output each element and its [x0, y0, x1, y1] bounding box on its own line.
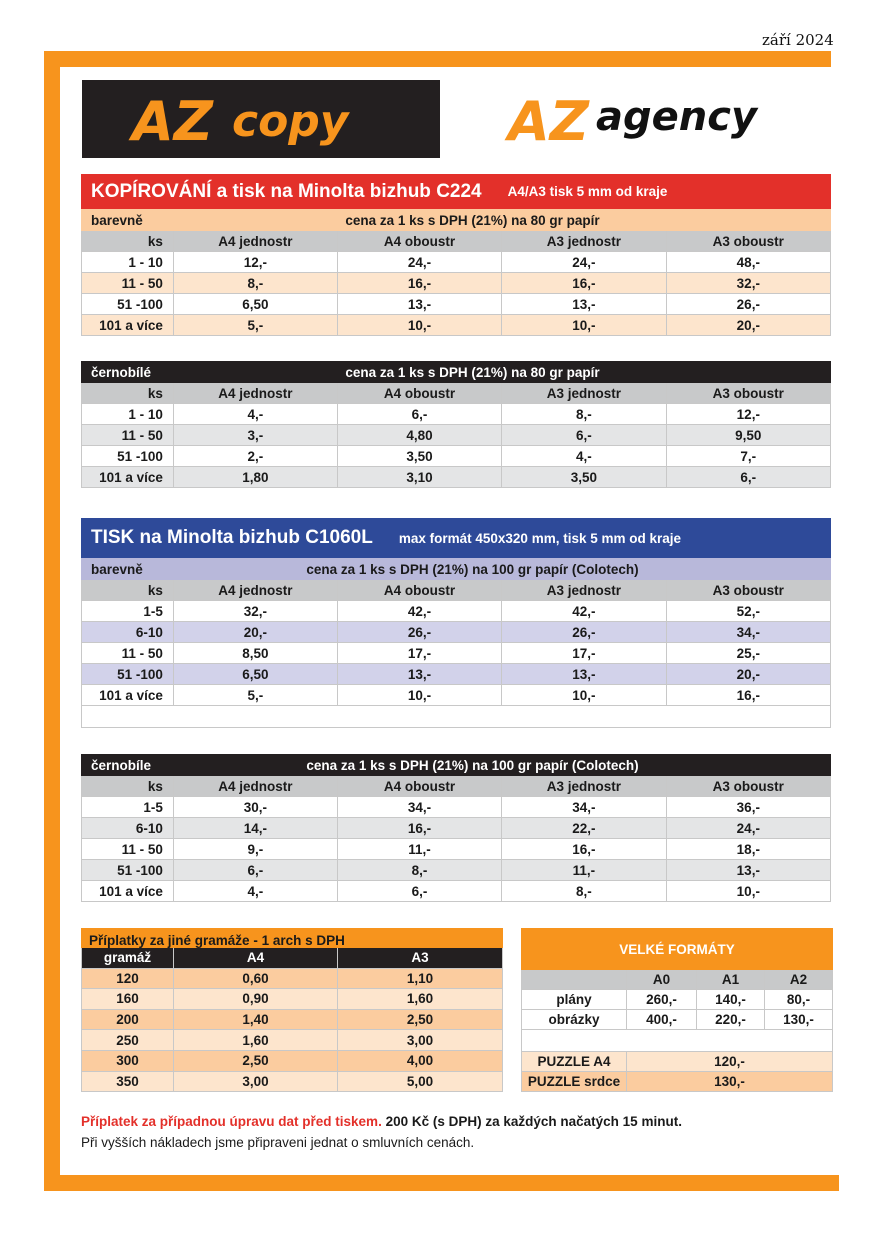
price-cell: 11,-: [502, 860, 666, 881]
price-cell: 1,80: [174, 467, 338, 488]
column-header: ks: [81, 580, 174, 601]
format-label-cell: plány: [521, 990, 627, 1010]
price-cell: 1,60: [174, 1030, 338, 1051]
azcopy-logo: [82, 80, 440, 158]
price-cell: 3,50: [338, 446, 502, 467]
kop-bw-label: černobílé: [91, 364, 152, 380]
price-cell: 16,-: [502, 839, 666, 860]
table-row: [521, 990, 833, 1010]
quantity-cell: 1 - 10: [81, 252, 174, 273]
table-row: [81, 252, 831, 273]
price-cell: 6,50: [174, 664, 338, 685]
quantity-cell: 11 - 50: [81, 273, 174, 294]
price-cell: 12,-: [667, 404, 831, 425]
price-cell: 12,-: [174, 252, 338, 273]
table-row: [521, 1010, 833, 1030]
quantity-cell: 51 -100: [81, 664, 174, 685]
price-cell: 30,-: [174, 797, 338, 818]
price-cell: 34,-: [502, 797, 666, 818]
price-cell: 32,-: [667, 273, 831, 294]
column-header: A4 oboustr: [338, 580, 502, 601]
column-header: A4 oboustr: [338, 231, 502, 252]
price-cell: 20,-: [174, 622, 338, 643]
velke-formaty-table: [521, 928, 833, 1092]
quantity-cell: 6-10: [81, 818, 174, 839]
price-cell: 1,60: [338, 989, 503, 1010]
column-header-row: [81, 776, 831, 797]
quantity-cell: 51 -100: [81, 860, 174, 881]
date-label: září 2024: [762, 31, 834, 49]
price-cell: 17,-: [502, 643, 666, 664]
velke-body: [521, 990, 833, 1030]
price-cell: 3,50: [502, 467, 666, 488]
price-cell: 2,50: [338, 1010, 503, 1031]
tisk-bw-desc: cena za 1 ks s DPH (21%) na 100 gr papír (Colotech): [306, 757, 639, 773]
tisk-section: [81, 518, 831, 728]
price-cell: 24,-: [667, 818, 831, 839]
kop-bw-header: [81, 361, 831, 383]
price-cell: 13,-: [502, 294, 666, 315]
table-row: [81, 446, 831, 467]
azagency-logo-graphic: [500, 80, 800, 158]
gramaz-cell: 250: [81, 1030, 174, 1051]
priplatky-col-a3: A3: [338, 948, 503, 969]
puzzle-label-cell: PUZZLE A4: [521, 1052, 627, 1072]
table-row: [81, 818, 831, 839]
column-header: A3 jednostr: [502, 231, 666, 252]
price-cell: 32,-: [174, 601, 338, 622]
price-cell: 8,-: [502, 881, 666, 902]
column-header: A4 jednostr: [174, 776, 338, 797]
azcopy-logo-graphic: [82, 80, 440, 158]
price-cell: 10,-: [667, 881, 831, 902]
price-cell: 20,-: [667, 664, 831, 685]
price-cell: 6,-: [338, 404, 502, 425]
kop-bw-table: [81, 383, 831, 488]
price-cell: 3,00: [338, 1030, 503, 1051]
price-cell: 34,-: [338, 797, 502, 818]
price-cell: 8,-: [502, 404, 666, 425]
price-cell: 6,-: [502, 425, 666, 446]
orange-frame-bottom: [44, 1175, 839, 1191]
table-row: [81, 1051, 503, 1072]
tisk-bw-section: [81, 754, 831, 902]
tisk-empty-row: [81, 706, 831, 728]
quantity-cell: 101 a více: [81, 881, 174, 902]
quantity-cell: 11 - 50: [81, 839, 174, 860]
table-row: [81, 273, 831, 294]
price-cell: 17,-: [338, 643, 502, 664]
price-cell: 1,40: [174, 1010, 338, 1031]
price-cell: 24,-: [338, 252, 502, 273]
puzzle-row: [521, 1052, 833, 1072]
price-cell: 0,90: [174, 989, 338, 1010]
price-cell: 48,-: [667, 252, 831, 273]
priplatky-title: Příplatky za jiné gramáže - 1 arch s DPH: [81, 928, 503, 948]
price-cell: 22,-: [502, 818, 666, 839]
price-cell: 6,-: [174, 860, 338, 881]
velke-col-empty: [521, 970, 627, 990]
puzzle-row: [521, 1072, 833, 1092]
table-row: [81, 467, 831, 488]
column-header-row: [81, 383, 831, 404]
quantity-cell: 1-5: [81, 797, 174, 818]
price-cell: 10,-: [338, 315, 502, 336]
price-cell: 24,-: [502, 252, 666, 273]
quantity-cell: 101 a více: [81, 467, 174, 488]
column-header: ks: [81, 383, 174, 404]
priplatky-body: [81, 969, 503, 1093]
price-cell: 25,-: [667, 643, 831, 664]
price-cell: 13,-: [502, 664, 666, 685]
tisk-color-label: barevně: [91, 561, 143, 577]
tisk-bw-label: černobíle: [91, 757, 152, 773]
price-cell: 2,-: [174, 446, 338, 467]
table-row: [81, 664, 831, 685]
column-header-row: [81, 231, 831, 252]
gramaz-cell: 160: [81, 989, 174, 1010]
column-header: A4 oboustr: [338, 776, 502, 797]
puzzle-body: [521, 1052, 833, 1092]
quantity-cell: 11 - 50: [81, 643, 174, 664]
footer-surcharge-red: Příplatek za případnou úpravu dat před tiskem.: [81, 1114, 382, 1129]
kop-title-bar: [81, 174, 831, 209]
velke-spacer: [521, 1030, 833, 1052]
column-header: A3 jednostr: [502, 580, 666, 601]
price-cell: 16,-: [502, 273, 666, 294]
price-cell: 42,-: [502, 601, 666, 622]
kop-color-header: [81, 209, 831, 231]
gramaz-cell: 120: [81, 969, 174, 990]
table-row: [81, 989, 503, 1010]
table-row: [81, 643, 831, 664]
price-cell: 10,-: [338, 685, 502, 706]
price-cell: 52,-: [667, 601, 831, 622]
kop-bw-section: [81, 361, 831, 488]
price-cell: 4,00: [338, 1051, 503, 1072]
price-cell: 36,-: [667, 797, 831, 818]
price-cell: 9,50: [667, 425, 831, 446]
price-cell: 260,-: [627, 990, 697, 1010]
table-row: [81, 404, 831, 425]
column-header: A4 jednostr: [174, 580, 338, 601]
table-row: [81, 315, 831, 336]
table-row: [81, 622, 831, 643]
tisk-color-header: [81, 558, 831, 580]
table-row: [81, 797, 831, 818]
priplatky-col-a4: A4: [174, 948, 338, 969]
kop-subtitle: A4/A3 tisk 5 mm od kraje: [507, 184, 668, 199]
price-cell: 4,-: [502, 446, 666, 467]
quantity-cell: 51 -100: [81, 294, 174, 315]
gramaz-cell: 200: [81, 1010, 174, 1031]
column-header: A3 oboustr: [667, 383, 831, 404]
table-row: [81, 685, 831, 706]
price-cell: 6,-: [338, 881, 502, 902]
azagency-logo: [500, 80, 800, 158]
price-cell: 7,-: [667, 446, 831, 467]
puzzle-label-cell: PUZZLE srdce: [521, 1072, 627, 1092]
kop-bw-desc: cena za 1 ks s DPH (21%) na 80 gr papír: [345, 364, 600, 380]
price-cell: 130,-: [765, 1010, 833, 1030]
price-cell: 16,-: [338, 273, 502, 294]
price-cell: 16,-: [338, 818, 502, 839]
orange-frame-top: [44, 51, 831, 67]
column-header: A3 oboustr: [667, 776, 831, 797]
column-header: A3 jednostr: [502, 383, 666, 404]
gramaz-cell: 300: [81, 1051, 174, 1072]
price-cell: 3,00: [174, 1072, 338, 1093]
price-cell: 11,-: [338, 839, 502, 860]
price-cell: 140,-: [697, 990, 765, 1010]
priplatky-table: [81, 928, 503, 1092]
column-header-row: [81, 580, 831, 601]
column-header: A3 oboustr: [667, 580, 831, 601]
price-cell: 6,-: [667, 467, 831, 488]
price-cell: 0,60: [174, 969, 338, 990]
price-cell: 8,-: [338, 860, 502, 881]
price-cell: 16,-: [667, 685, 831, 706]
table-row: [81, 1072, 503, 1093]
column-header: A3 jednostr: [502, 776, 666, 797]
quantity-cell: 51 -100: [81, 446, 174, 467]
price-cell: 42,-: [338, 601, 502, 622]
priplatky-col-gramaz: gramáž: [81, 948, 174, 969]
velke-header-row: [521, 970, 833, 990]
footer-surcharge: [81, 1114, 682, 1129]
table-row: [81, 1030, 503, 1051]
footer-note: Při vyšších nákladech jsme připraveni jednat o smluvních cenách.: [81, 1135, 475, 1150]
price-cell: 13,-: [667, 860, 831, 881]
column-header: A4 jednostr: [174, 383, 338, 404]
price-cell: 34,-: [667, 622, 831, 643]
footer-surcharge-rest: 200 Kč (s DPH) za každých načatých 15 minut.: [381, 1114, 682, 1129]
price-cell: 8,-: [174, 273, 338, 294]
azagency-logo-agency: agency: [596, 94, 758, 140]
tisk-bw-header: [81, 754, 831, 776]
quantity-cell: 1 - 10: [81, 404, 174, 425]
price-cell: 20,-: [667, 315, 831, 336]
price-cell: 4,80: [338, 425, 502, 446]
kop-color-label: barevně: [91, 212, 143, 228]
price-cell: 400,-: [627, 1010, 697, 1030]
price-cell: 4,-: [174, 881, 338, 902]
table-row: [81, 839, 831, 860]
quantity-cell: 11 - 50: [81, 425, 174, 446]
kop-section: [81, 174, 831, 336]
tisk-color-desc: cena za 1 ks s DPH (21%) na 100 gr papír (Colotech): [306, 561, 639, 577]
price-cell: 5,-: [174, 685, 338, 706]
azagency-logo-az: AZ: [508, 90, 589, 153]
azcopy-logo-copy: copy: [232, 96, 349, 147]
tisk-title: TISK na Minolta bizhub C1060L: [91, 527, 373, 548]
velke-col-a1: A1: [697, 970, 765, 990]
orange-frame-left: [44, 51, 60, 1191]
price-cell: 6,50: [174, 294, 338, 315]
table-row: [81, 294, 831, 315]
price-cell: 18,-: [667, 839, 831, 860]
velke-col-a2: A2: [765, 970, 833, 990]
price-cell: 26,-: [502, 622, 666, 643]
price-cell: 9,-: [174, 839, 338, 860]
quantity-cell: 101 a více: [81, 315, 174, 336]
price-cell: 14,-: [174, 818, 338, 839]
price-cell: 130,-: [627, 1072, 833, 1092]
price-cell: 5,-: [174, 315, 338, 336]
price-cell: 5,00: [338, 1072, 503, 1093]
column-header: ks: [81, 231, 174, 252]
velke-col-a0: A0: [627, 970, 697, 990]
tisk-subtitle: max formát 450x320 mm, tisk 5 mm od kraje: [398, 530, 682, 546]
price-cell: 10,-: [502, 685, 666, 706]
price-cell: 10,-: [502, 315, 666, 336]
azcopy-logo-az: AZ: [132, 90, 213, 153]
price-cell: 3,-: [174, 425, 338, 446]
tisk-bw-table: [81, 776, 831, 902]
quantity-cell: 1-5: [81, 601, 174, 622]
format-label-cell: obrázky: [521, 1010, 627, 1030]
kop-color-desc: cena za 1 ks s DPH (21%) na 80 gr papír: [345, 212, 600, 228]
table-row: [81, 881, 831, 902]
price-cell: 8,50: [174, 643, 338, 664]
price-cell: 220,-: [697, 1010, 765, 1030]
column-header: A4 oboustr: [338, 383, 502, 404]
gramaz-cell: 350: [81, 1072, 174, 1093]
column-header: A4 jednostr: [174, 231, 338, 252]
price-cell: 2,50: [174, 1051, 338, 1072]
price-cell: 4,-: [174, 404, 338, 425]
price-cell: 26,-: [338, 622, 502, 643]
table-row: [81, 601, 831, 622]
price-cell: 3,10: [338, 467, 502, 488]
price-cell: 13,-: [338, 294, 502, 315]
table-row: [81, 860, 831, 881]
quantity-cell: 101 a více: [81, 685, 174, 706]
priplatky-header-row: [81, 948, 503, 969]
tisk-color-table: [81, 580, 831, 706]
velke-title: VELKÉ FORMÁTY: [521, 928, 833, 970]
price-cell: 120,-: [627, 1052, 833, 1072]
price-cell: 26,-: [667, 294, 831, 315]
column-header: A3 oboustr: [667, 231, 831, 252]
price-cell: 80,-: [765, 990, 833, 1010]
price-cell: 13,-: [338, 664, 502, 685]
quantity-cell: 6-10: [81, 622, 174, 643]
table-row: [81, 1010, 503, 1031]
table-row: [81, 425, 831, 446]
tisk-title-bar: [81, 518, 831, 558]
kop-title: KOPÍROVÁNÍ a tisk na Minolta bizhub C224: [91, 180, 482, 202]
kop-color-table: [81, 231, 831, 336]
price-cell: 1,10: [338, 969, 503, 990]
column-header: ks: [81, 776, 174, 797]
table-row: [81, 969, 503, 990]
